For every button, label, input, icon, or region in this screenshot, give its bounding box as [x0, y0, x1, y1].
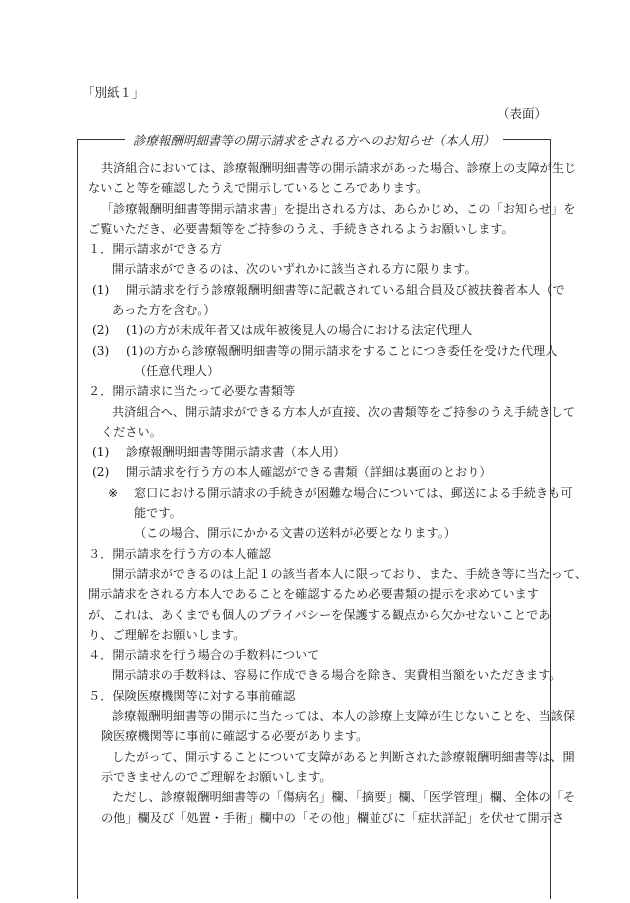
- notice-title: 診療報酬明細書等の開示請求をされる方へのお知らせ（本人用）: [125, 133, 503, 148]
- list-item: [88, 462, 542, 482]
- intro-line: ご覧いただき、必要書類等をご持参のうえ、手続きされるようお願いします。: [88, 221, 514, 236]
- section-text: が、これは、あくまでも個人のプライバシーを保護する観点から欠かせないことであ: [88, 607, 551, 622]
- section-heading: ４．開示請求を行う場合の手数料について: [88, 648, 320, 663]
- section-text: したがって、開示することについて支障があると判断された診療報酬明細書等は、開: [112, 749, 575, 764]
- item-number: (3): [92, 343, 110, 358]
- intro-line: 共済組合においては、診療報酬明細書等の開示請求があった場合、診療上の支障が生じ: [101, 161, 577, 175]
- section-text: 開示請求ができるのは、次のいずれかに該当される方に限ります。: [112, 262, 477, 277]
- attachment-label: 「別紙１」: [82, 85, 145, 100]
- section-text: 診療報酬明細書等の開示に当たっては、本人の診療上支障が生じないことを、当該保: [112, 709, 576, 724]
- intro-line: ないこと等を確認したうえで開示しているところであります。: [88, 181, 429, 196]
- list-item: [88, 320, 542, 340]
- section-text: 開示請求の手数料は、容易に作成できる場合を除き、実費相当額をいただきます。: [112, 668, 562, 683]
- section-text: 示できませんのでご理解をお願いします。: [101, 769, 332, 784]
- item-text: (1)の方から診療報酬明細書等の開示請求をすることにつき委任を受けた代理人: [126, 343, 558, 358]
- list-item: [88, 341, 558, 361]
- note-mark: ※: [108, 485, 119, 500]
- section-heading: ２．開示請求に当たって必要な書類等: [88, 384, 296, 399]
- section-heading: ３．開示請求を行う方の本人確認: [88, 546, 271, 561]
- note-text-cont: （この場合、開示にかかる文書の送料が必要となります。）: [134, 526, 456, 541]
- item-text: 開示請求を行う方の本人確認ができる書類（詳細は裏面のとおり）: [126, 465, 492, 480]
- section-text: 共済組合へ、開示請求ができる方本人が直接、次の書類等をご持参のうえ手続きして: [112, 404, 576, 419]
- item-text: 開示請求を行う診療報酬明細書等に記載されている組合員及び被扶養者本人（で: [126, 282, 565, 297]
- section-text: 開示請求をされる方本人であることを確認するため必要書類の提示を求めています: [88, 587, 539, 602]
- notice-body: [88, 158, 588, 828]
- note-item: [88, 483, 573, 503]
- note-text-cont: 能です。: [134, 506, 182, 521]
- item-number: (1): [92, 445, 110, 460]
- item-text: (1)の方が未成年者又は成年被後見人の場合における法定代理人: [126, 323, 473, 338]
- item-number: (2): [92, 323, 110, 338]
- notice-box: [77, 133, 588, 899]
- section-heading: ５．保険医療機関等に対する事前確認: [88, 688, 296, 703]
- page-side-label: （表面）: [496, 106, 547, 121]
- section-text: り、ご理解をお願いします。: [88, 627, 246, 642]
- item-text-cont: あった方を含む。）: [112, 303, 216, 318]
- section-text: の他」欄及び「処置・手術」欄中の「その他」欄並びに「症状詳記」を伏せて開示さ: [101, 810, 565, 825]
- section-text: ください。: [101, 424, 162, 439]
- section-text: 開示請求ができるのは上記１の該当者本人に限っており、また、手続き等に当たって、: [112, 566, 588, 581]
- note-text: 窓口における開示請求の手続きが困難な場合については、郵送による手続きも可: [134, 485, 573, 500]
- list-item: [88, 442, 542, 462]
- section-text: ただし、診療報酬明細書等の「傷病名」欄、「摘要」欄、「医学管理」欄、全体の「そ: [112, 790, 576, 805]
- section-heading: １．開示請求ができる方: [88, 242, 223, 257]
- intro-line: 「診療報酬明細書等開示請求書」を提出される方は、あらかじめ、この「お知らせ」を: [101, 201, 576, 216]
- section-text: 険医療機関等に事前に確認する必要があります。: [101, 729, 369, 744]
- item-text-cont: （任意代理人）: [134, 363, 220, 378]
- item-number: (2): [92, 465, 110, 480]
- list-item: [88, 280, 565, 300]
- item-text: 診療報酬明細書等開示請求書（本人用）: [126, 445, 346, 460]
- item-number: (1): [92, 282, 110, 297]
